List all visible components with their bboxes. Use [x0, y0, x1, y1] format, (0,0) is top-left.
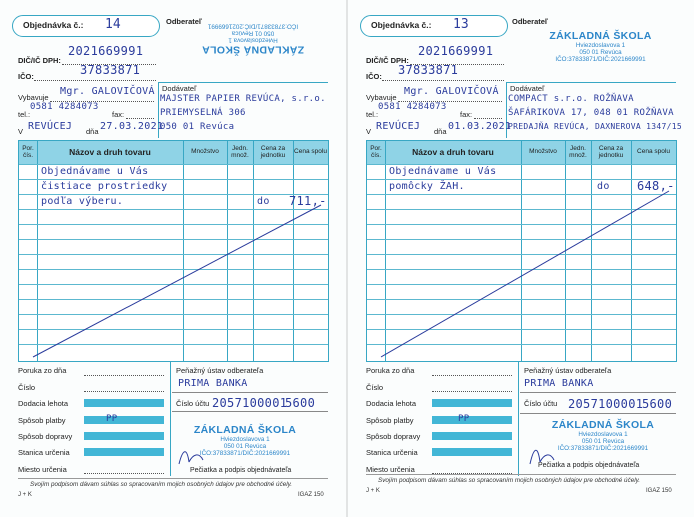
ico-label: IČO:: [366, 72, 382, 81]
item-line-3: podľa výberu.: [41, 196, 124, 207]
item-unit: do: [597, 181, 610, 192]
bottom-label-3: Dodacia lehota: [366, 399, 417, 408]
order-number-value: 13: [453, 17, 469, 32]
bank-underline: [172, 392, 328, 393]
bottom-label-5: Spôsob dopravy: [18, 432, 73, 441]
footer-right: IGAZ 150: [646, 488, 672, 494]
bottom-label-6: Stanica určenia: [366, 448, 418, 457]
account-value: 2057100001: [212, 396, 288, 410]
fax-line: [474, 118, 502, 119]
consent-text: Svojím podpisom dávam súhlas so spracovaním mojich osobných údajov pre obchodné účely.: [30, 481, 293, 488]
bottom-label-1: Poruka zo dňa: [18, 366, 67, 375]
buyer-stamp-line2: 050 01 Revúca: [231, 29, 275, 37]
buyer-stamp-line3: IČO:37833871/DIČ:2021669991: [555, 56, 646, 64]
supplier-box-top: [158, 82, 328, 83]
delivery-term-box: [432, 399, 512, 407]
ico-line: [382, 80, 504, 81]
col-header-unit: Jedn. množ.: [231, 144, 249, 159]
payment-box: [432, 416, 512, 424]
account-underline: [520, 413, 676, 414]
account-label: Číslo účtu: [176, 399, 210, 408]
stamp-title: ZÁKLADNÁ ŠKOLA: [193, 424, 297, 436]
place-prefix: V: [366, 127, 372, 136]
bottom-line: [432, 375, 512, 376]
station-box: [84, 448, 164, 456]
account-code: 5600: [642, 397, 673, 411]
col-header-name: Názov a druh tovaru: [69, 147, 151, 158]
footer-left: J + K: [366, 488, 380, 494]
payment-value: PP: [106, 414, 118, 424]
buyer-stamp-line2: 050 01 Revúca: [579, 49, 622, 57]
place-value: REVÚCEJ: [376, 121, 421, 132]
order-number-label: Objednávka č.:: [23, 20, 84, 30]
payment-box: [84, 416, 164, 424]
bottom-line: [84, 391, 164, 392]
dic-value: 2021669991: [418, 44, 494, 58]
cancel-diagonal-line: [367, 141, 676, 361]
ico-label: IČO:: [18, 72, 34, 81]
bottom-label-7: Miesto určenia: [366, 465, 415, 474]
supplier-line-3: 050 01 Revúca: [160, 122, 235, 132]
footer-left: J + K: [18, 492, 32, 498]
item-line-2: pomôcky ŽAH.: [389, 181, 465, 192]
supplier-line-1: MAJSTER PAPIER REVÚCA, s.r.o.: [160, 94, 326, 104]
ico-line: [34, 80, 156, 81]
stamp-line1: Hviezdoslavova 1: [578, 431, 628, 438]
bottom-line: [84, 473, 164, 474]
item-unit: do: [257, 196, 270, 207]
order-number-value: 14: [105, 17, 121, 32]
place-prefix: V: [18, 127, 24, 136]
bank-value: PRIMA BANKA: [524, 378, 594, 389]
fax-label: fax:: [460, 110, 473, 119]
account-value: 2057100001: [568, 397, 644, 411]
col-header-unit: Jedn. množ.: [569, 144, 587, 159]
place-value: REVÚCEJ: [28, 121, 73, 132]
col-header-qty: Množstvo: [529, 148, 557, 156]
col-header-name: Názov a druh tovaru: [412, 147, 494, 158]
supplier-line-2: PRIEMYSELNÁ 306: [160, 108, 246, 118]
bottom-label-7: Miesto určenia: [18, 465, 67, 474]
tel-value: 0581 4284073: [378, 102, 447, 112]
item-total: 711,-: [289, 194, 327, 208]
bottom-label-1: Poruka zo dňa: [366, 366, 415, 375]
stamp-line2: 050 01 Revúca: [581, 438, 625, 446]
stamp-line1: Hviezdoslavova 1: [220, 436, 270, 443]
date-label: dňa: [86, 127, 99, 136]
bank-value: PRIMA BANKA: [178, 378, 248, 389]
tel-label: tel.:: [18, 110, 31, 119]
item-line-2: čistiace prostriedky: [41, 181, 168, 192]
supplier-label: Dodávateľ: [510, 84, 545, 93]
ico-value: 37833871: [398, 63, 459, 77]
order-form-13: [348, 0, 694, 517]
signature: [175, 440, 255, 470]
col-header-por: Por. čís.: [370, 144, 382, 159]
supplier-line-3: PREDAJŇA REVÚCA, DAXNEROVA 1347/15: [508, 122, 682, 131]
footer-right: IGAZ 150: [298, 492, 324, 498]
cancel-diagonal-line: [19, 141, 328, 361]
date-value: 27.03.2021: [100, 121, 164, 132]
buyer-stamp-title: ZÁKLADNÁ ŠKOLA: [549, 30, 652, 42]
buyer-stamp-line1: Hviezdoslavova 1: [228, 36, 278, 44]
buyer-label: Odberateľ: [166, 17, 202, 26]
dic-value: 2021669991: [68, 44, 144, 58]
transport-box: [432, 432, 512, 440]
payment-value: PP: [458, 414, 470, 424]
bottom-label-4: Spôsob platby: [366, 416, 414, 425]
buyer-stamp-line3: IČO:37833871/DIČ:2021669991: [207, 22, 299, 30]
stamp-line3: IČO:37833871/DIČ:2021669991: [557, 445, 649, 453]
item-total: 648,-: [637, 179, 675, 193]
consent-text: Svojím podpisom dávam súhlas so spracovaním mojich osobných údajov pre obchodné účely.: [378, 477, 641, 484]
transport-box: [84, 432, 164, 440]
item-line-1: Objednávame u Vás: [41, 166, 149, 177]
col-header-price-total: Cena spolu: [294, 148, 327, 156]
bank-label: Peňažný ústav odberateľa: [524, 366, 612, 375]
bottom-label-3: Dodacia lehota: [18, 399, 69, 408]
stamp-line2: 050 01 Revúca: [223, 443, 267, 451]
col-header-qty: Množstvo: [191, 148, 219, 156]
col-header-price-unit: Cena za jednotku: [260, 144, 286, 159]
ico-value: 37833871: [80, 63, 141, 77]
supplier-label: Dodávateľ: [162, 84, 197, 93]
dic-label: DIČ/IČ DPH:: [366, 56, 409, 65]
signature-label: Pečiatka a podpis objednávateľa: [190, 467, 292, 474]
date-label: dňa: [434, 127, 447, 136]
items-table: [18, 140, 329, 362]
col-header-price-unit: Cena za jednotku: [598, 144, 624, 159]
order-form-14: [0, 0, 346, 517]
buyer-stamp-line1: Hviezdoslavova 1: [575, 42, 626, 49]
bank-box-left: [518, 362, 519, 476]
bottom-line: [432, 391, 512, 392]
tel-value: 0581 4284073: [30, 102, 99, 112]
bank-label: Peňažný ústav odberateľa: [176, 366, 264, 375]
account-label: Číslo účtu: [524, 399, 558, 408]
account-underline: [172, 411, 328, 412]
station-box: [432, 448, 512, 456]
stamp-title: ZÁKLADNÁ ŠKOLA: [551, 419, 655, 431]
order-number-label: Objednávka č.:: [371, 20, 432, 30]
tel-label: tel.:: [366, 110, 379, 119]
issued-value: Mgr. GALOVIČOVÁ: [60, 86, 155, 97]
buyer-stamp: [178, 22, 328, 56]
account-code: 5600: [285, 396, 316, 410]
bottom-label-2: Číslo: [18, 383, 36, 392]
fax-line: [126, 118, 154, 119]
bottom-label-4: Spôsob platby: [18, 416, 66, 425]
footer-divider: [18, 478, 328, 479]
issued-label: Vybavuje: [18, 93, 49, 102]
bottom-label-2: Číslo: [366, 383, 384, 392]
supplier-line-2: ŠAFÁRIKOVA 17, 048 01 ROŽŇAVA: [508, 108, 674, 118]
signature-label: Pečiatka a podpis objednávateľa: [538, 462, 640, 469]
bottom-line: [84, 375, 164, 376]
buyer-label: Odberateľ: [512, 17, 548, 26]
bank-underline: [520, 392, 676, 393]
footer-divider: [366, 474, 676, 475]
date-value: 01.03.2021: [448, 121, 512, 132]
order-number-field: [12, 15, 160, 37]
bank-box-left: [170, 362, 171, 476]
issued-label: Vybavuje: [366, 93, 397, 102]
bottom-label-5: Spôsob dopravy: [366, 432, 421, 441]
dic-label: DIČ/IČ DPH:: [18, 56, 61, 65]
col-header-por: Por. čís.: [22, 144, 34, 159]
order-number-field: [360, 15, 508, 37]
supplier-line-1: COMPACT s.r.o. ROŽŇAVA: [508, 94, 634, 104]
items-table: [366, 140, 677, 362]
buyer-stamp-title: ZÁKLADNÁ ŠKOLA: [201, 43, 305, 56]
bottom-label-6: Stanica určenia: [18, 448, 70, 457]
supplier-box-top: [506, 82, 676, 83]
delivery-term-box: [84, 399, 164, 407]
fax-label: fax:: [112, 110, 125, 119]
col-header-price-total: Cena spolu: [637, 148, 670, 156]
item-line-1: Objednávame u Vás: [389, 166, 497, 177]
buyer-stamp: [538, 30, 663, 64]
stamp-line3: IČO:37833871/DIČ:2021669991: [199, 450, 291, 458]
issued-value: Mgr. GALOVIČOVÁ: [404, 86, 499, 97]
